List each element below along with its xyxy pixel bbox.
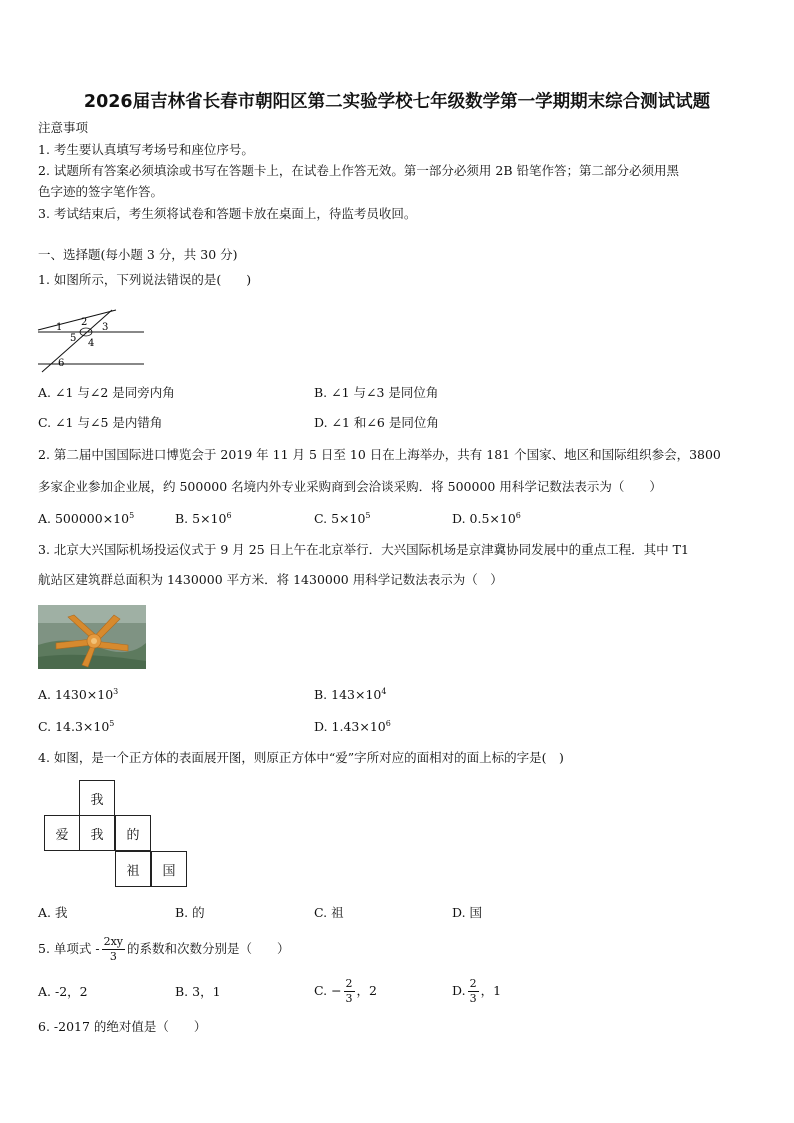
cube-cell-center: 我 bbox=[79, 815, 115, 851]
question-3-stem-cont: 航站区建筑群总面积为 1430000 平方米．将 1430000 用科学记数法表示为（ ） bbox=[38, 572, 503, 587]
page-title: 2026届吉林省长春市朝阳区第二实验学校七年级数学第一学期期末综合测试试题 bbox=[83, 92, 711, 112]
option-b[interactable]: B. $143\times 10^4$ bbox=[314, 687, 387, 702]
notice-item: 2. 试题所有答案必须填涂或书写在答题卡上，在试卷上作答无效。第一部分必须用 2B 铅笔作答；第二部分必须用黑 bbox=[38, 163, 679, 178]
notice-heading: 注意事项 bbox=[38, 120, 89, 135]
option-a[interactable]: A. -2，2 bbox=[38, 984, 88, 999]
angle-label-2: 2 bbox=[81, 317, 88, 328]
question-4-stem: 4. 如图，是一个正方体的表面展开图，则原正方体中“爱”字所对应的面相对的面上标的字是( ) bbox=[38, 750, 564, 765]
option-b[interactable]: B. 的 bbox=[175, 905, 205, 920]
cube-net bbox=[44, 780, 194, 890]
angle-figure bbox=[36, 306, 148, 374]
question-2-stem: 2. 第二届中国国际进口博览会于 2019 年 11 月 5 日至 10 日在上海举办，共有 181 个国家、地区和国际组织参会，3800 bbox=[38, 447, 721, 462]
option-c[interactable]: C. 祖 bbox=[314, 905, 344, 920]
option-b[interactable]: B. $5\times 10^6$ bbox=[175, 511, 232, 526]
option-a[interactable]: A. $500000\times 10^5$ bbox=[38, 511, 135, 526]
option-d[interactable]: D. $\frac{2}{3}$ ，1 bbox=[452, 977, 502, 1005]
option-a[interactable]: A. $1430\times 10^3$ bbox=[38, 687, 119, 702]
angle-label-5: 5 bbox=[70, 333, 77, 344]
option-c[interactable]: C. ∠1 与∠5 是内错角 bbox=[38, 415, 163, 430]
fraction: $\frac{2xy}{3}$ bbox=[103, 935, 124, 963]
angle-label-4: 4 bbox=[88, 338, 95, 349]
option-d[interactable]: D. ∠1 和∠6 是同位角 bbox=[314, 415, 439, 430]
question-1-stem: 1. 如图所示，下列说法错误的是( ) bbox=[38, 272, 252, 287]
option-d[interactable]: D. $0.5\times 10^6$ bbox=[452, 511, 521, 526]
option-a[interactable]: A. 我 bbox=[38, 905, 68, 920]
angle-label-6: 6 bbox=[58, 358, 65, 369]
cube-cell-top: 我 bbox=[79, 780, 115, 816]
cube-cell-right: 的 bbox=[115, 815, 151, 851]
option-b[interactable]: B. ∠1 与∠3 是同位角 bbox=[314, 385, 439, 400]
angle-label-1: 1 bbox=[56, 322, 63, 333]
option-d[interactable]: D. $1.43\times 10^6$ bbox=[314, 719, 391, 734]
notice-item: 3. 考试结束后，考生须将试卷和答题卡放在桌面上，待监考员收回。 bbox=[38, 206, 417, 221]
option-c[interactable]: C. $14.3\times 10^5$ bbox=[38, 719, 115, 734]
cube-cell-bottom-right: 国 bbox=[151, 851, 187, 887]
section-heading: 一、选择题(每小题 3 分，共 30 分) bbox=[38, 247, 238, 262]
figure-line bbox=[42, 310, 112, 372]
cube-cell-left: 爱 bbox=[44, 815, 80, 851]
question-3-stem: 3. 北京大兴国际机场投运仪式于 9 月 25 日上午在北京举行．大兴国际机场是京津冀协同发展中的重点工程．其中 T1 bbox=[38, 542, 689, 557]
option-d[interactable]: D. 国 bbox=[452, 905, 483, 920]
notice-item: 1. 考生要认真填写考场号和座位序号。 bbox=[38, 142, 254, 157]
notice-item: 色字迹的签字笔作答。 bbox=[38, 184, 164, 199]
option-c[interactable]: C. $5\times 10^5$ bbox=[314, 511, 371, 526]
fraction: $\frac{2}{3}$ bbox=[345, 977, 353, 1005]
option-b[interactable]: B. 3，1 bbox=[175, 984, 221, 999]
angle-label-3: 3 bbox=[102, 322, 109, 333]
question-5-stem: 5. 单项式 - $\frac{2xy}{3}$ 的系数和次数分别是（ ） bbox=[38, 935, 290, 963]
fraction: $\frac{2}{3}$ bbox=[469, 977, 477, 1005]
airport-photo bbox=[38, 605, 146, 669]
question-6-stem: 6. -2017 的绝对值是（ ） bbox=[38, 1019, 207, 1034]
cube-cell-bottom-left: 祖 bbox=[115, 851, 151, 887]
question-2-stem-cont: 多家企业参加企业展，约 500000 名境内外专业采购商到会洽谈采购．将 500000 用科学记数法表示为（ ） bbox=[38, 479, 662, 494]
option-a[interactable]: A. ∠1 与∠2 是同旁内角 bbox=[38, 385, 175, 400]
option-c[interactable]: C. − $\frac{2}{3}$ ，2 bbox=[314, 977, 377, 1005]
